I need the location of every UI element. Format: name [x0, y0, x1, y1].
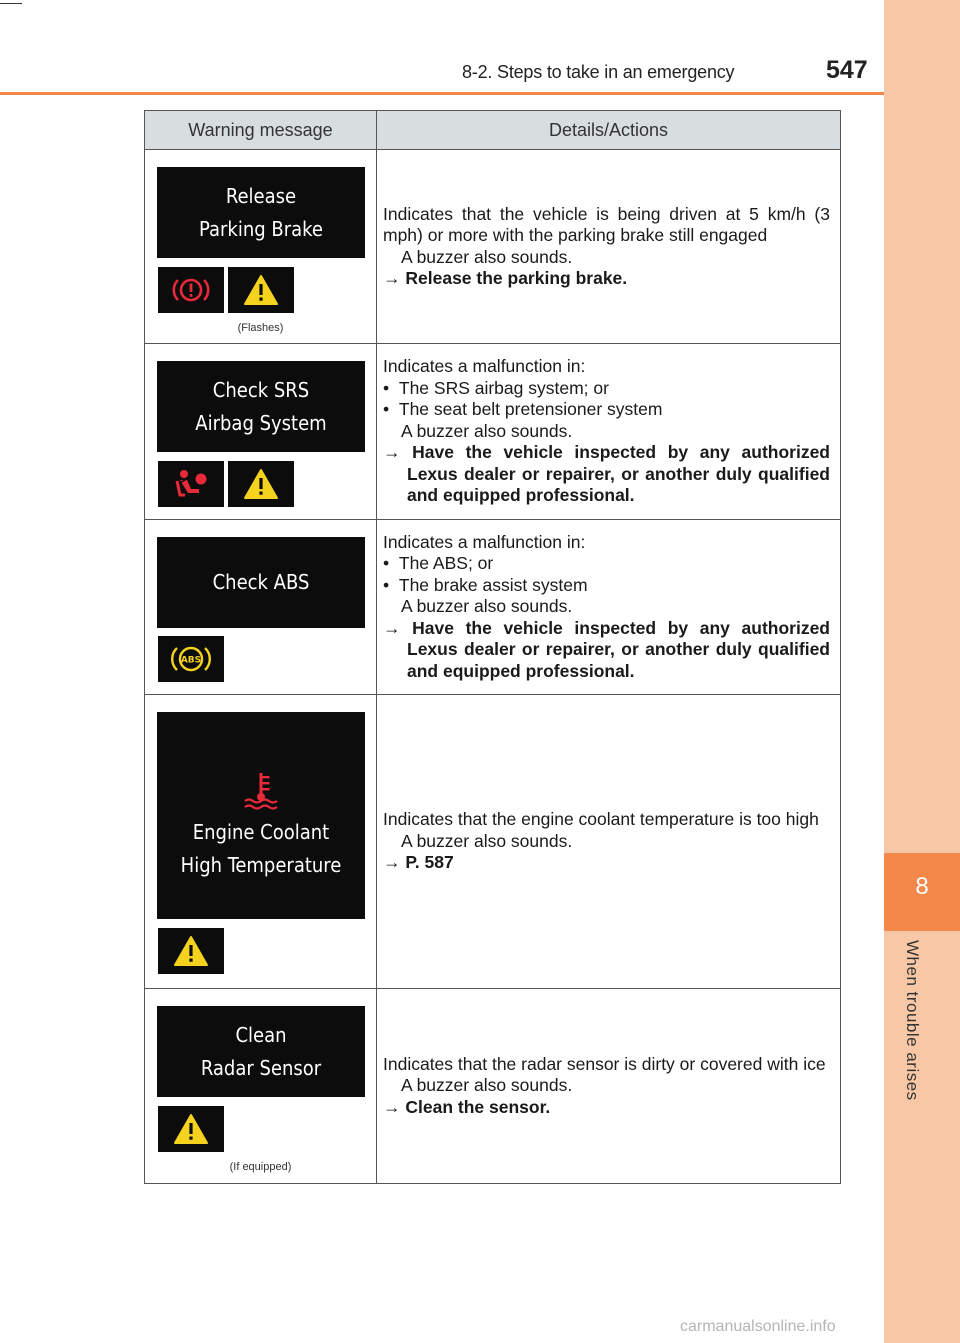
table-row — [145, 989, 841, 1184]
coolant-temperature-icon — [157, 770, 365, 816]
display-screen — [157, 1006, 365, 1097]
detail-line: Indicates that the vehicle is being driven at 5 km/h (3 mph) or more with the parking brake still engaged — [383, 203, 830, 245]
table-header-row — [145, 111, 841, 150]
arrow-icon: → — [383, 442, 401, 463]
details-text — [377, 1054, 840, 1119]
arrow-icon: → — [383, 1096, 401, 1117]
header-rule — [0, 92, 884, 95]
warning-message-cell — [145, 344, 377, 520]
bullet-item — [383, 553, 830, 575]
screen-line: Engine Coolant — [192, 819, 330, 844]
warning-message-cell — [145, 989, 377, 1184]
chapter-tab — [884, 853, 960, 931]
display-screen — [157, 361, 365, 452]
page-number: 547 — [826, 56, 868, 84]
action-line — [383, 1097, 830, 1119]
master-warning-icon — [158, 1106, 224, 1152]
action-line — [383, 442, 830, 507]
details-text — [377, 532, 840, 683]
chapter-number: 8 — [915, 873, 929, 900]
table-row — [145, 695, 841, 989]
column-header-details: Details/Actions — [377, 111, 841, 150]
screen-line: Clean — [235, 1022, 287, 1047]
detail-line: Indicates a malfunction in: — [383, 356, 586, 377]
bullet-icon: • — [383, 399, 390, 420]
master-warning-icon — [228, 461, 294, 507]
arrow-icon: → — [383, 852, 401, 873]
svg-text:ABS: ABS — [180, 655, 202, 666]
buzzer-note: A buzzer also sounds. — [401, 830, 573, 851]
brake-warning-icon — [158, 267, 224, 313]
action-line — [383, 618, 830, 683]
table-row — [145, 344, 841, 520]
bullet-item — [383, 378, 830, 400]
bullet-icon: • — [383, 377, 390, 398]
bullet-icon: • — [383, 553, 390, 574]
chapter-label: When trouble arises — [903, 940, 922, 1101]
warning-message-cell — [145, 520, 377, 695]
arrow-icon: → — [383, 617, 401, 638]
master-warning-icon — [228, 267, 294, 313]
warning-message-cell — [145, 695, 377, 989]
table-row — [145, 520, 841, 695]
action-text: Have the vehicle inspected by any authorized Lexus dealer or repairer, or another duly qualified and equipped professional. — [407, 617, 830, 681]
detail-line: Indicates that the engine coolant temperature is too high — [383, 809, 819, 830]
details-cell — [377, 695, 841, 989]
detail-line: Indicates a malfunction in: — [383, 531, 586, 552]
details-cell — [377, 150, 841, 344]
detail-line: Indicates that the radar sensor is dirty or covered with ice — [383, 1053, 826, 1074]
screen-line: Radar Sensor — [200, 1055, 322, 1080]
bullet-text: The seat belt pretensioner system — [398, 399, 663, 420]
warning-message-cell — [145, 150, 377, 344]
display-screen — [157, 537, 365, 628]
screen-line: Release — [225, 183, 297, 208]
details-cell — [377, 520, 841, 695]
arrow-icon: → — [383, 268, 401, 288]
srs-airbag-icon — [158, 461, 224, 507]
screen-line: High Temperature — [180, 852, 342, 877]
bullet-text: The brake assist system — [398, 574, 588, 595]
screen-line: Check SRS — [212, 377, 310, 402]
buzzer-note: A buzzer also sounds. — [401, 596, 573, 617]
details-text — [377, 809, 840, 874]
page-reference-link[interactable]: P. 587 — [405, 852, 454, 873]
screen-line: Parking Brake — [199, 216, 323, 241]
action-text: Release the parking brake. — [405, 268, 628, 288]
display-screen — [157, 167, 365, 258]
action-text: Clean the sensor. — [405, 1096, 551, 1117]
section-title: 8-2. Steps to take in an emergency — [462, 62, 735, 82]
abs-warning-icon — [158, 636, 224, 682]
details-cell — [377, 989, 841, 1184]
bullet-icon: • — [383, 574, 390, 595]
action-text: Have the vehicle inspected by any authorized Lexus dealer or repairer, or another duly qualified and equipped professional. — [407, 442, 830, 506]
screen-line: Airbag System — [195, 410, 327, 435]
crop-mark — [0, 3, 22, 4]
master-warning-icon — [158, 928, 224, 974]
screen-line: Check ABS — [212, 570, 310, 594]
buzzer-note: A buzzer also sounds. — [401, 246, 573, 267]
action-line — [383, 268, 830, 290]
bullet-text: The ABS; or — [398, 553, 494, 574]
watermark: carmanualsonline.info — [680, 1318, 836, 1335]
bullet-text: The SRS airbag system; or — [398, 377, 609, 398]
display-screen — [157, 712, 365, 919]
table-row — [145, 150, 841, 344]
details-text — [377, 204, 840, 290]
action-line — [383, 852, 830, 874]
bullet-item — [383, 399, 830, 421]
details-cell — [377, 344, 841, 520]
bullet-item — [383, 575, 830, 597]
details-text — [377, 356, 840, 507]
if-equipped-caption: (If equipped) — [229, 1161, 292, 1173]
flashes-caption: (Flashes) — [237, 322, 284, 334]
warning-table — [144, 110, 841, 1184]
chapter-side-strip — [884, 0, 960, 1343]
buzzer-note: A buzzer also sounds. — [401, 1075, 573, 1096]
column-header-message: Warning message — [145, 111, 377, 150]
buzzer-note: A buzzer also sounds. — [401, 420, 573, 441]
